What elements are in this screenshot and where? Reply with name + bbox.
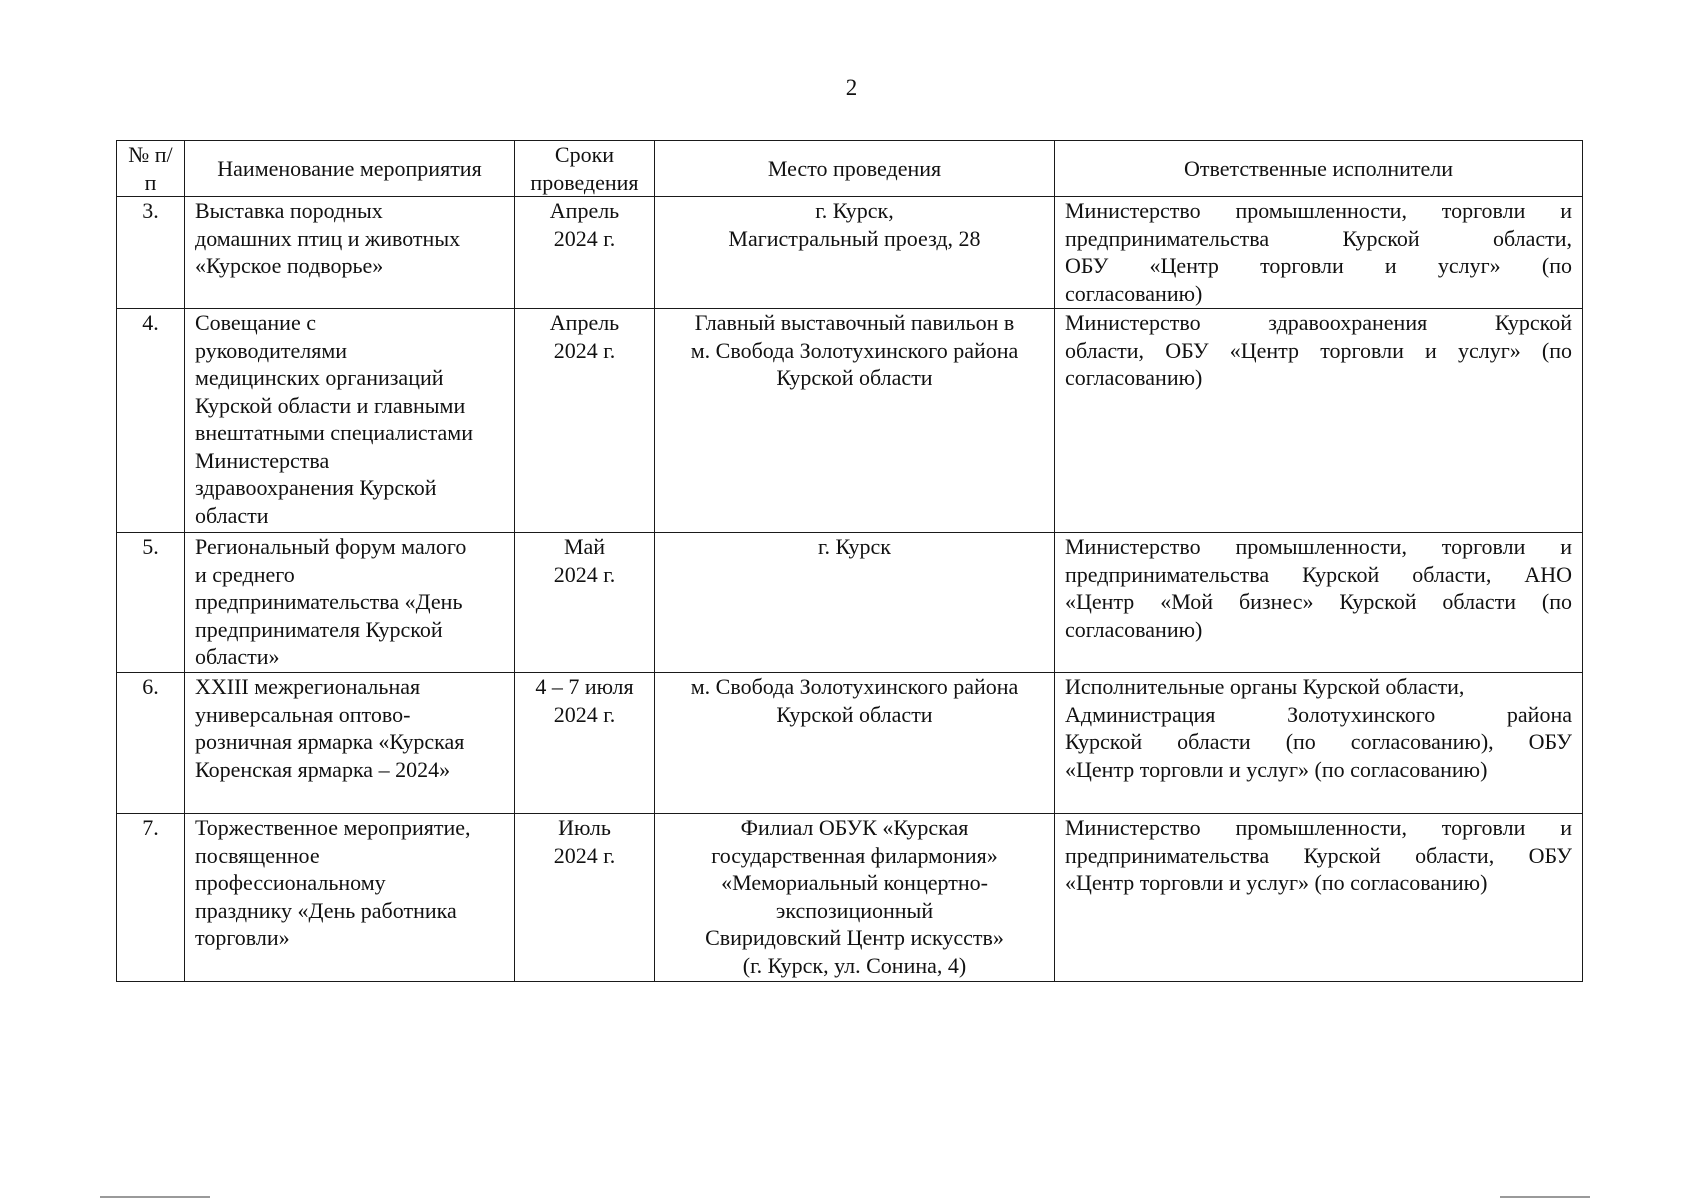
event-place-cell — [655, 814, 1055, 982]
event-responsible-line: «Центр торговли и услуг» (по согласованию) — [1065, 870, 1488, 895]
event-place-line: Магистральный проезд, 28 — [728, 225, 981, 251]
event-place-line: экспозиционный — [775, 897, 934, 923]
scan-artifact-mark — [1500, 1196, 1590, 1198]
event-responsible-line: предпринимательства Курской области, ОБУ — [1065, 842, 1572, 868]
event-responsible-line: Исполнительные органы Курской области, — [1065, 674, 1465, 699]
event-place-line: Курской области — [776, 365, 933, 390]
event-date-line: 2024 г. — [553, 842, 616, 868]
event-name-line: Региональный форум малого — [195, 534, 467, 559]
event-responsible-line: «Центр торговли и услуг» (по согласованию) — [1065, 756, 1488, 782]
event-responsible-line: Министерство промышленности, торговли и — [1065, 534, 1572, 559]
table-row — [117, 533, 1583, 673]
event-name-line: посвященное — [195, 842, 320, 868]
event-responsible-line: Администрация Золотухинского района — [1065, 701, 1572, 727]
event-name-line: универсальная оптово- — [195, 701, 411, 727]
table-row — [117, 309, 1583, 533]
event-date-cell — [515, 309, 655, 533]
event-name-line: розничная ярмарка «Курская — [195, 729, 465, 754]
event-date-cell — [515, 533, 655, 673]
table-row — [117, 197, 1583, 309]
event-name-line: домашних птиц и животных — [195, 225, 461, 251]
event-date-line: 2024 г. — [553, 337, 616, 363]
event-name-cell — [185, 814, 515, 982]
event-place-line: м. Свобода Золотухинского района — [690, 337, 1019, 363]
event-name-cell — [185, 197, 515, 309]
event-responsible-cell — [1055, 197, 1583, 309]
event-responsible-line: Министерство здравоохранения Курской — [1065, 310, 1572, 335]
event-date-line: Апрель — [549, 310, 620, 335]
event-name-line: Выставка породных — [195, 198, 383, 223]
event-place-line: Главный выставочный павильон в — [694, 310, 1015, 335]
event-responsible-cell — [1055, 309, 1583, 533]
event-place-line: Свиридовский Центр искусств» — [705, 925, 1004, 950]
row-number: 5. — [117, 533, 185, 673]
event-place-line: м. Свобода Золотухинского района — [690, 674, 1019, 699]
event-name-line: XXIII межрегиональная — [195, 674, 421, 699]
event-name-line: здравоохранения Курской — [195, 475, 437, 500]
event-name-line: Курской области и главными — [195, 392, 466, 418]
event-name-cell — [185, 673, 515, 814]
event-responsible-line: предпринимательства Курской области, АНО — [1065, 561, 1572, 587]
event-responsible-line: согласованию) — [1065, 365, 1203, 390]
event-date-line: Июль — [558, 815, 611, 840]
events-table — [116, 140, 1583, 982]
event-name-line: Совещание с — [195, 310, 316, 335]
table-row — [117, 814, 1583, 982]
event-responsible-cell — [1055, 673, 1583, 814]
event-place-line: г. Курск — [817, 534, 891, 559]
event-responsible-line: Курской области (по согласованию), ОБУ — [1065, 729, 1572, 754]
event-responsible-cell — [1055, 814, 1583, 982]
page-number: 2 — [845, 75, 858, 100]
event-date-line: 4 – 7 июля — [535, 674, 634, 699]
header-name: Наименование мероприятия — [185, 141, 515, 197]
event-place-cell — [655, 533, 1055, 673]
event-name-line: внештатными специалистами — [195, 420, 473, 445]
header-date: Сроки проведения — [515, 141, 655, 197]
event-place-line: г. Курск, — [815, 198, 894, 223]
event-name-line: медицинских организаций — [195, 365, 444, 390]
event-place-cell — [655, 673, 1055, 814]
event-date-line: Май — [563, 534, 606, 559]
event-name-line: предпринимателя Курской — [195, 616, 443, 642]
event-responsible-line: области, ОБУ «Центр торговли и услуг» (по — [1065, 337, 1572, 363]
event-name-line: Министерства — [195, 447, 330, 473]
row-number: 4. — [117, 309, 185, 533]
scan-artifact-mark — [100, 1196, 210, 1198]
table-row — [117, 673, 1583, 814]
row-number: 7. — [117, 814, 185, 982]
event-name-line: Торжественное мероприятие, — [195, 815, 471, 840]
header-resp: Ответственные исполнители — [1055, 141, 1583, 197]
event-responsible-line: «Центр «Мой бизнес» Курской области (по — [1065, 589, 1572, 614]
event-responsible-line: согласованию) — [1065, 616, 1203, 642]
event-name-line: «Курское подворье» — [195, 253, 384, 278]
event-place-line: Курской области — [776, 701, 933, 727]
event-date-line: 2024 г. — [553, 561, 616, 587]
event-name-line: области» — [195, 644, 280, 669]
event-date-line: 2024 г. — [553, 701, 616, 727]
event-place-line: Филиал ОБУК «Курская — [740, 815, 969, 840]
event-name-line: празднику «День работника — [195, 897, 457, 923]
event-name-line: профессиональному — [195, 870, 386, 895]
event-place-line: (г. Курск, ул. Сонина, 4) — [742, 952, 967, 978]
event-name-line: Коренская ярмарка – 2024» — [195, 756, 451, 782]
event-name-cell — [185, 309, 515, 533]
event-name-line: руководителями — [195, 337, 348, 363]
event-place-line: государственная филармония» — [711, 842, 998, 868]
event-responsible-line: Министерство промышленности, торговли и — [1065, 815, 1572, 840]
event-date-line: Апрель — [549, 198, 620, 223]
event-date-cell — [515, 197, 655, 309]
table-header-row — [117, 141, 1583, 197]
event-name-line: области — [195, 502, 269, 528]
event-name-cell — [185, 533, 515, 673]
row-number: 3. — [117, 197, 185, 309]
event-place-line: «Мемориальный концертно- — [721, 870, 988, 895]
event-place-cell — [655, 309, 1055, 533]
header-num: № п/п — [117, 141, 185, 197]
event-date-line: 2024 г. — [553, 225, 616, 251]
event-responsible-line: предпринимательства Курской области, — [1065, 225, 1572, 251]
event-date-cell — [515, 673, 655, 814]
header-place: Место проведения — [655, 141, 1055, 197]
event-name-line: предпринимательства «День — [195, 589, 463, 614]
event-responsible-line: ОБУ «Центр торговли и услуг» (по — [1065, 253, 1572, 278]
event-place-cell — [655, 197, 1055, 309]
event-date-cell — [515, 814, 655, 982]
event-responsible-line: согласованию) — [1065, 280, 1203, 306]
event-responsible-cell — [1055, 533, 1583, 673]
event-name-line: торговли» — [195, 925, 290, 950]
event-responsible-line: Министерство промышленности, торговли и — [1065, 198, 1572, 223]
row-number: 6. — [117, 673, 185, 814]
event-name-line: и среднего — [195, 561, 295, 587]
